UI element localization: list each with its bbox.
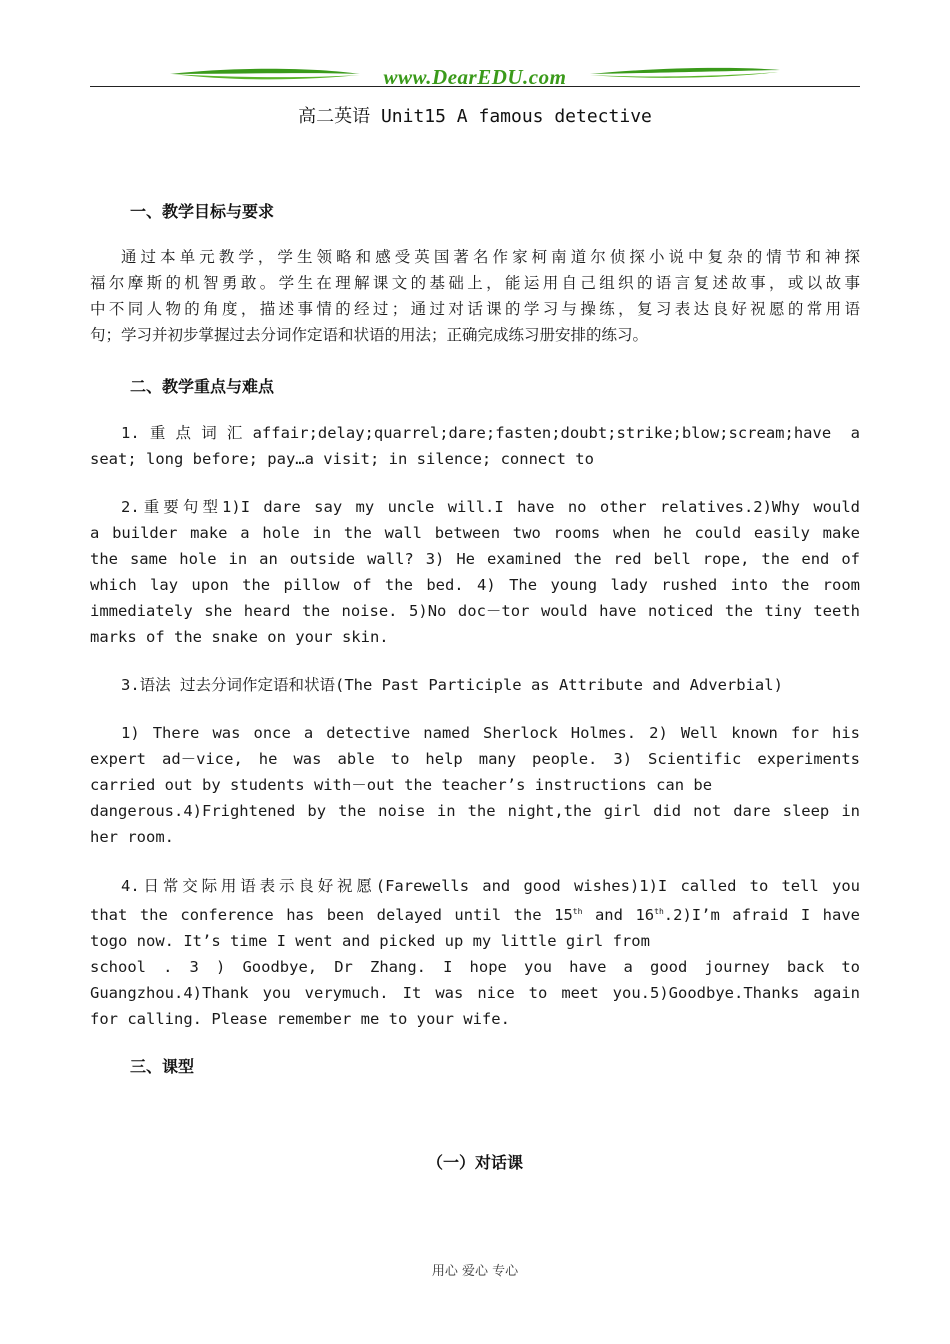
communication-paragraph xyxy=(90,873,860,1032)
grammar-examples-paragraph xyxy=(90,720,860,850)
line-segment: that the conference has been delayed until the 15 xyxy=(90,906,573,924)
vocabulary-paragraph xyxy=(90,420,860,472)
site-header xyxy=(90,62,860,92)
paragraph-line: expert ad－vice, he was able to help many people. 3) Scientific experiments xyxy=(90,750,860,768)
paragraph-line: the same hole in an outside wall? 3) He examined the red bell rope, the end of xyxy=(90,550,860,568)
paragraph-line: immediately she heard the noise. 5)No doc－tor would have noticed the tiny teeth xyxy=(90,602,860,620)
header-divider xyxy=(90,86,860,87)
paragraph-line: 句；学习并初步掌握过去分词作定语和状语的用法；正确完成练习册安排的练习。 xyxy=(90,326,649,344)
sentence-patterns-paragraph xyxy=(90,494,860,650)
site-logo[interactable]: www.DearEDU.com xyxy=(383,65,567,89)
paragraph-line: seat; long before; pay…a visit; in silence; connect to xyxy=(90,450,594,468)
paragraph-line: 2.重要句型1)I dare say my uncle will.I have no other relatives.2)Why would xyxy=(121,498,860,516)
paragraph-line: dangerous.4)Frightened by the noise in the night,the girl did not dare sleep in xyxy=(90,802,860,820)
paragraph-line: togo now. It’s time I went and picked up my little girl from xyxy=(90,932,650,950)
goals-paragraph xyxy=(90,244,860,348)
page-footer: 用心 爱心 专心 xyxy=(431,1264,519,1279)
page-title: 高二英语 Unit15 A famous detective xyxy=(298,106,652,127)
paragraph-line: 1) There was once a detective named Sherlock Holmes. 2) Well known for his xyxy=(121,724,860,742)
line-segment: and 16 xyxy=(582,906,655,924)
superscript: th xyxy=(654,907,664,916)
paragraph-line xyxy=(90,899,860,928)
paragraph-line: for calling. Please remember me to your wife. xyxy=(90,1010,510,1028)
paragraph-line: 3.语法 过去分词作定语和状语(The Past Participle as Attribute and Adverbial) xyxy=(121,676,783,694)
paragraph-line: 福尔摩斯的机智勇敢。学生在理解课文的基础上，能运用自己组织的语言复述故事，或以故事 xyxy=(90,274,860,292)
paragraph-line: 4.日常交际用语表示良好祝愿(Farewells and good wishes)1)I called to tell you xyxy=(121,877,860,895)
paragraph-line: school . 3 ) Goodbye, Dr Zhang. I hope you have a good journey back to xyxy=(90,958,860,976)
paragraph-line: carried out by students with－out the teacher’s instructions can be xyxy=(90,776,713,794)
paragraph-line: 通过本单元教学，学生领略和感受英国著名作家柯南道尔侦探小说中复杂的情节和神探 xyxy=(121,248,860,266)
paragraph-line: her room. xyxy=(90,828,174,846)
paragraph-line: 1.重点词汇affair;delay;quarrel;dare;fasten;doubt;strike;blow;scream;have a xyxy=(121,424,860,442)
section-heading-goals: 一、教学目标与要求 xyxy=(130,202,275,221)
section-heading-lesson-type: 三、课型 xyxy=(130,1057,195,1076)
paragraph-line: Guangzhou.4)Thank you verymuch. It was nice to meet you.5)Goodbye.Thanks again xyxy=(90,984,860,1002)
paragraph-line: marks of the snake on your skin. xyxy=(90,628,389,646)
paragraph-line: a builder make a hole in the wall between two rooms when he could easily make xyxy=(90,524,860,542)
line-segment: .2)I’m afraid I have xyxy=(663,906,861,924)
grammar-paragraph xyxy=(90,672,860,698)
section-heading-key-points: 二、教学重点与难点 xyxy=(130,377,275,396)
superscript: th xyxy=(572,907,583,916)
paragraph-line: which lay upon the pillow of the bed. 4) The young lady rushed into the room xyxy=(90,576,860,594)
subsection-heading-dialogue: （一）对话课 xyxy=(426,1153,523,1172)
paragraph-line: 中不同人物的角度，描述事情的经过；通过对话课的学习与操练，复习表达良好祝愿的常用语 xyxy=(90,300,860,318)
